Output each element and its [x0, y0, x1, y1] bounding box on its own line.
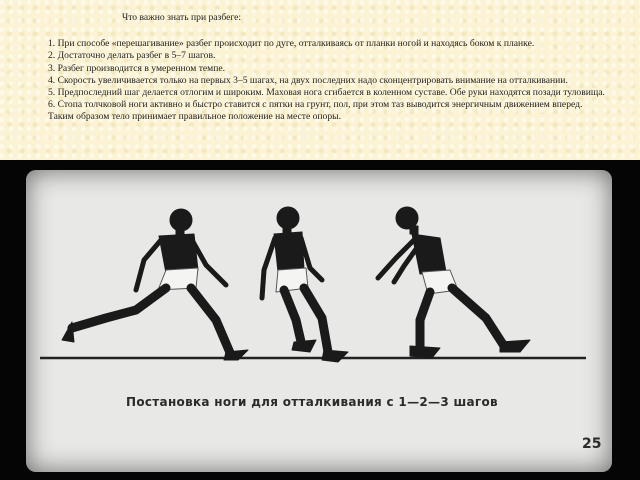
instructions-text [48, 12, 608, 124]
athlete-2-back-leg [284, 290, 302, 346]
illustration-caption: Постановка ноги для отталкивания с 1—2—3 шагов [126, 395, 498, 409]
athletes-illustration [26, 170, 612, 472]
athlete-1-back-leg [72, 288, 166, 328]
athlete-2-back-arm [262, 238, 275, 298]
athlete-1-front-leg [191, 288, 231, 355]
page-number: 25 [582, 436, 602, 452]
athlete-figure-3 [378, 207, 530, 358]
athlete-2-front-foot [322, 350, 348, 362]
athlete-3-front-leg [452, 288, 504, 346]
list-item-6: 6. Стопа толчковой ноги активно и быстро ставится с пятки на грунт, пол, при этом таз выводится энергичным движением вперед. Таким образом тело принимает правильное положение на месте опоры. [48, 99, 583, 123]
athlete-figure-1 [62, 209, 248, 360]
film-frame-border [0, 160, 640, 480]
athlete-2-back-foot [292, 340, 316, 352]
athlete-1-back-foot [62, 322, 74, 342]
athlete-3-back-foot [410, 346, 440, 358]
athlete-1-back-arm [136, 240, 161, 290]
list-item-3: 3. Разбег производится в умеренном темпе. [48, 62, 226, 74]
list-item-2: 2. Достаточно делать разбег в 5–7 шагов. [48, 50, 216, 62]
illustration-frame [26, 170, 612, 472]
athlete-3-neck [410, 226, 418, 234]
athlete-3-back-leg [420, 292, 430, 350]
athlete-figure-2 [262, 207, 348, 362]
list-item-4: 4. Скорость увеличивается только на первых 3–5 шагах, на двух последних надо сконцентрировать внимание на отталкивании. [48, 74, 568, 86]
list-item-1: 1. При способе «перешагивание» разбег происходит по дуге, отталкиваясь от планки ногой и находясь боком к планке. [48, 38, 535, 50]
athlete-3-front-foot [500, 340, 530, 352]
list-item-5: 5. Предпоследний шаг делается отлогим и широким. Маховая нога сгибается в коленном суставе. Обе руки находятся позади туловища. [48, 87, 605, 99]
section-heading: Что важно знать при разбеге: [122, 12, 242, 23]
